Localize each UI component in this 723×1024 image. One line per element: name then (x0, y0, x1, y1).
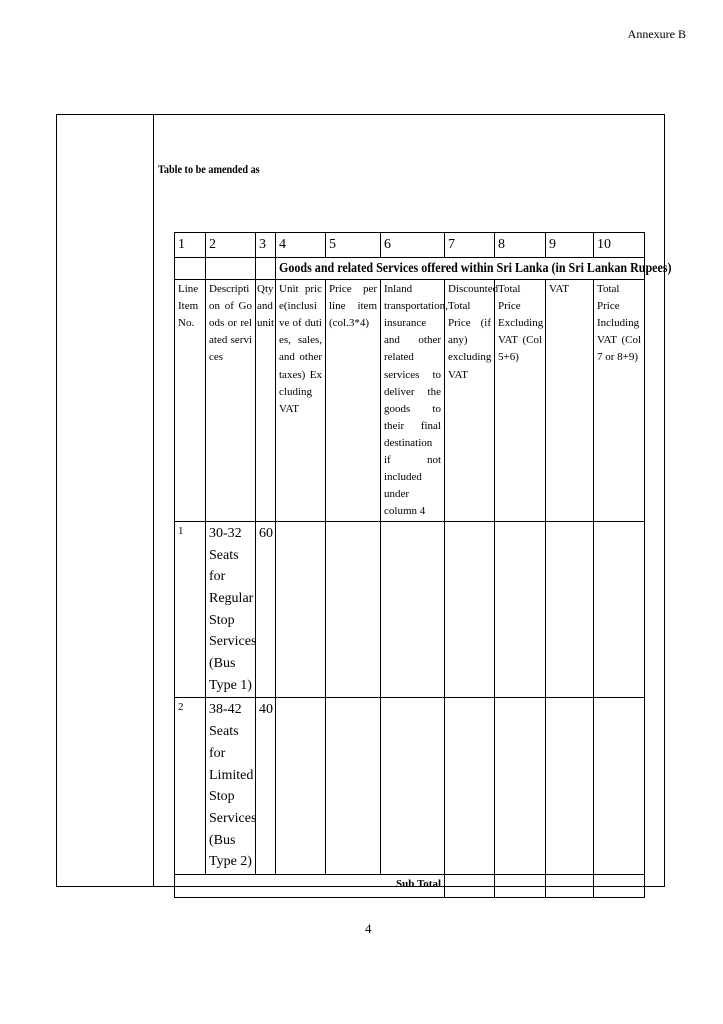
empty-cell (326, 698, 381, 875)
header-description: Description of Goods or related services (206, 280, 256, 522)
header-row (175, 280, 645, 522)
empty-cell (445, 698, 495, 875)
item-qty: 40 (256, 698, 276, 875)
frame-divider (153, 114, 154, 887)
empty-cell (276, 521, 326, 698)
header-inland-transport: Inland transportation, insurance and other related services to deliver the goods to their final destination if not included under column 4 (381, 280, 445, 522)
subtotal-row (175, 874, 645, 897)
empty-cell (276, 698, 326, 875)
header-total-excl-vat: Total Price Excluding VAT (Col 5+6) (495, 280, 546, 522)
item-qty: 60 (256, 521, 276, 698)
annexure-label: Annexure B (627, 27, 686, 41)
header-discounted-price: Discounted Total Price (if any) excluding VAT (445, 280, 495, 522)
blank-cell (256, 257, 276, 280)
header-vat: VAT (546, 280, 594, 522)
empty-cell (546, 698, 594, 875)
col-number: 3 (256, 233, 276, 258)
table-heading: Table to be amended as (158, 162, 260, 176)
col-number: 10 (594, 233, 645, 258)
empty-cell (495, 698, 546, 875)
header-qty: Qty and unit (256, 280, 276, 522)
line-item-number: 1 (175, 521, 206, 698)
col-number: 8 (495, 233, 546, 258)
line-item-number: 2 (175, 698, 206, 875)
blank-cell (175, 257, 206, 280)
empty-cell (326, 521, 381, 698)
banner-row (175, 257, 645, 280)
subtotal-label: Sub Total (175, 874, 445, 897)
empty-cell (546, 521, 594, 698)
page-number: 4 (365, 921, 372, 936)
col-number: 6 (381, 233, 445, 258)
section-banner: Goods and related Services offered within Sri Lanka (in Sri Lankan Rupees) (276, 257, 645, 280)
item-description: 38-42 Seats for Limited Stop Services (Bus Type 2) (206, 698, 256, 875)
empty-cell (594, 521, 645, 698)
empty-cell (445, 521, 495, 698)
column-number-row (175, 233, 645, 258)
empty-cell (381, 521, 445, 698)
col-number: 4 (276, 233, 326, 258)
table-row (175, 521, 645, 698)
empty-cell (594, 698, 645, 875)
header-line-item: Line Item No. (175, 280, 206, 522)
col-number: 5 (326, 233, 381, 258)
header-total-incl-vat: Total Price Including VAT (Col 7 or 8+9) (594, 280, 645, 522)
price-schedule-table (174, 232, 672, 898)
col-number: 7 (445, 233, 495, 258)
col-number: 1 (175, 233, 206, 258)
item-description: 30-32 Seats for Regular Stop Services (Bus Type 1) (206, 521, 256, 698)
empty-cell (445, 874, 495, 897)
col-number: 2 (206, 233, 256, 258)
empty-cell (495, 874, 546, 897)
header-price-per-line: Price per line item (col.3*4) (326, 280, 381, 522)
header-unit-price: Unit price(inclusive of duties, sales, and other taxes) Excluding VAT (276, 280, 326, 522)
col-number: 9 (546, 233, 594, 258)
empty-cell (546, 874, 594, 897)
empty-cell (495, 521, 546, 698)
table-row (175, 698, 645, 875)
blank-cell (206, 257, 256, 280)
empty-cell (594, 874, 645, 897)
empty-cell (381, 698, 445, 875)
